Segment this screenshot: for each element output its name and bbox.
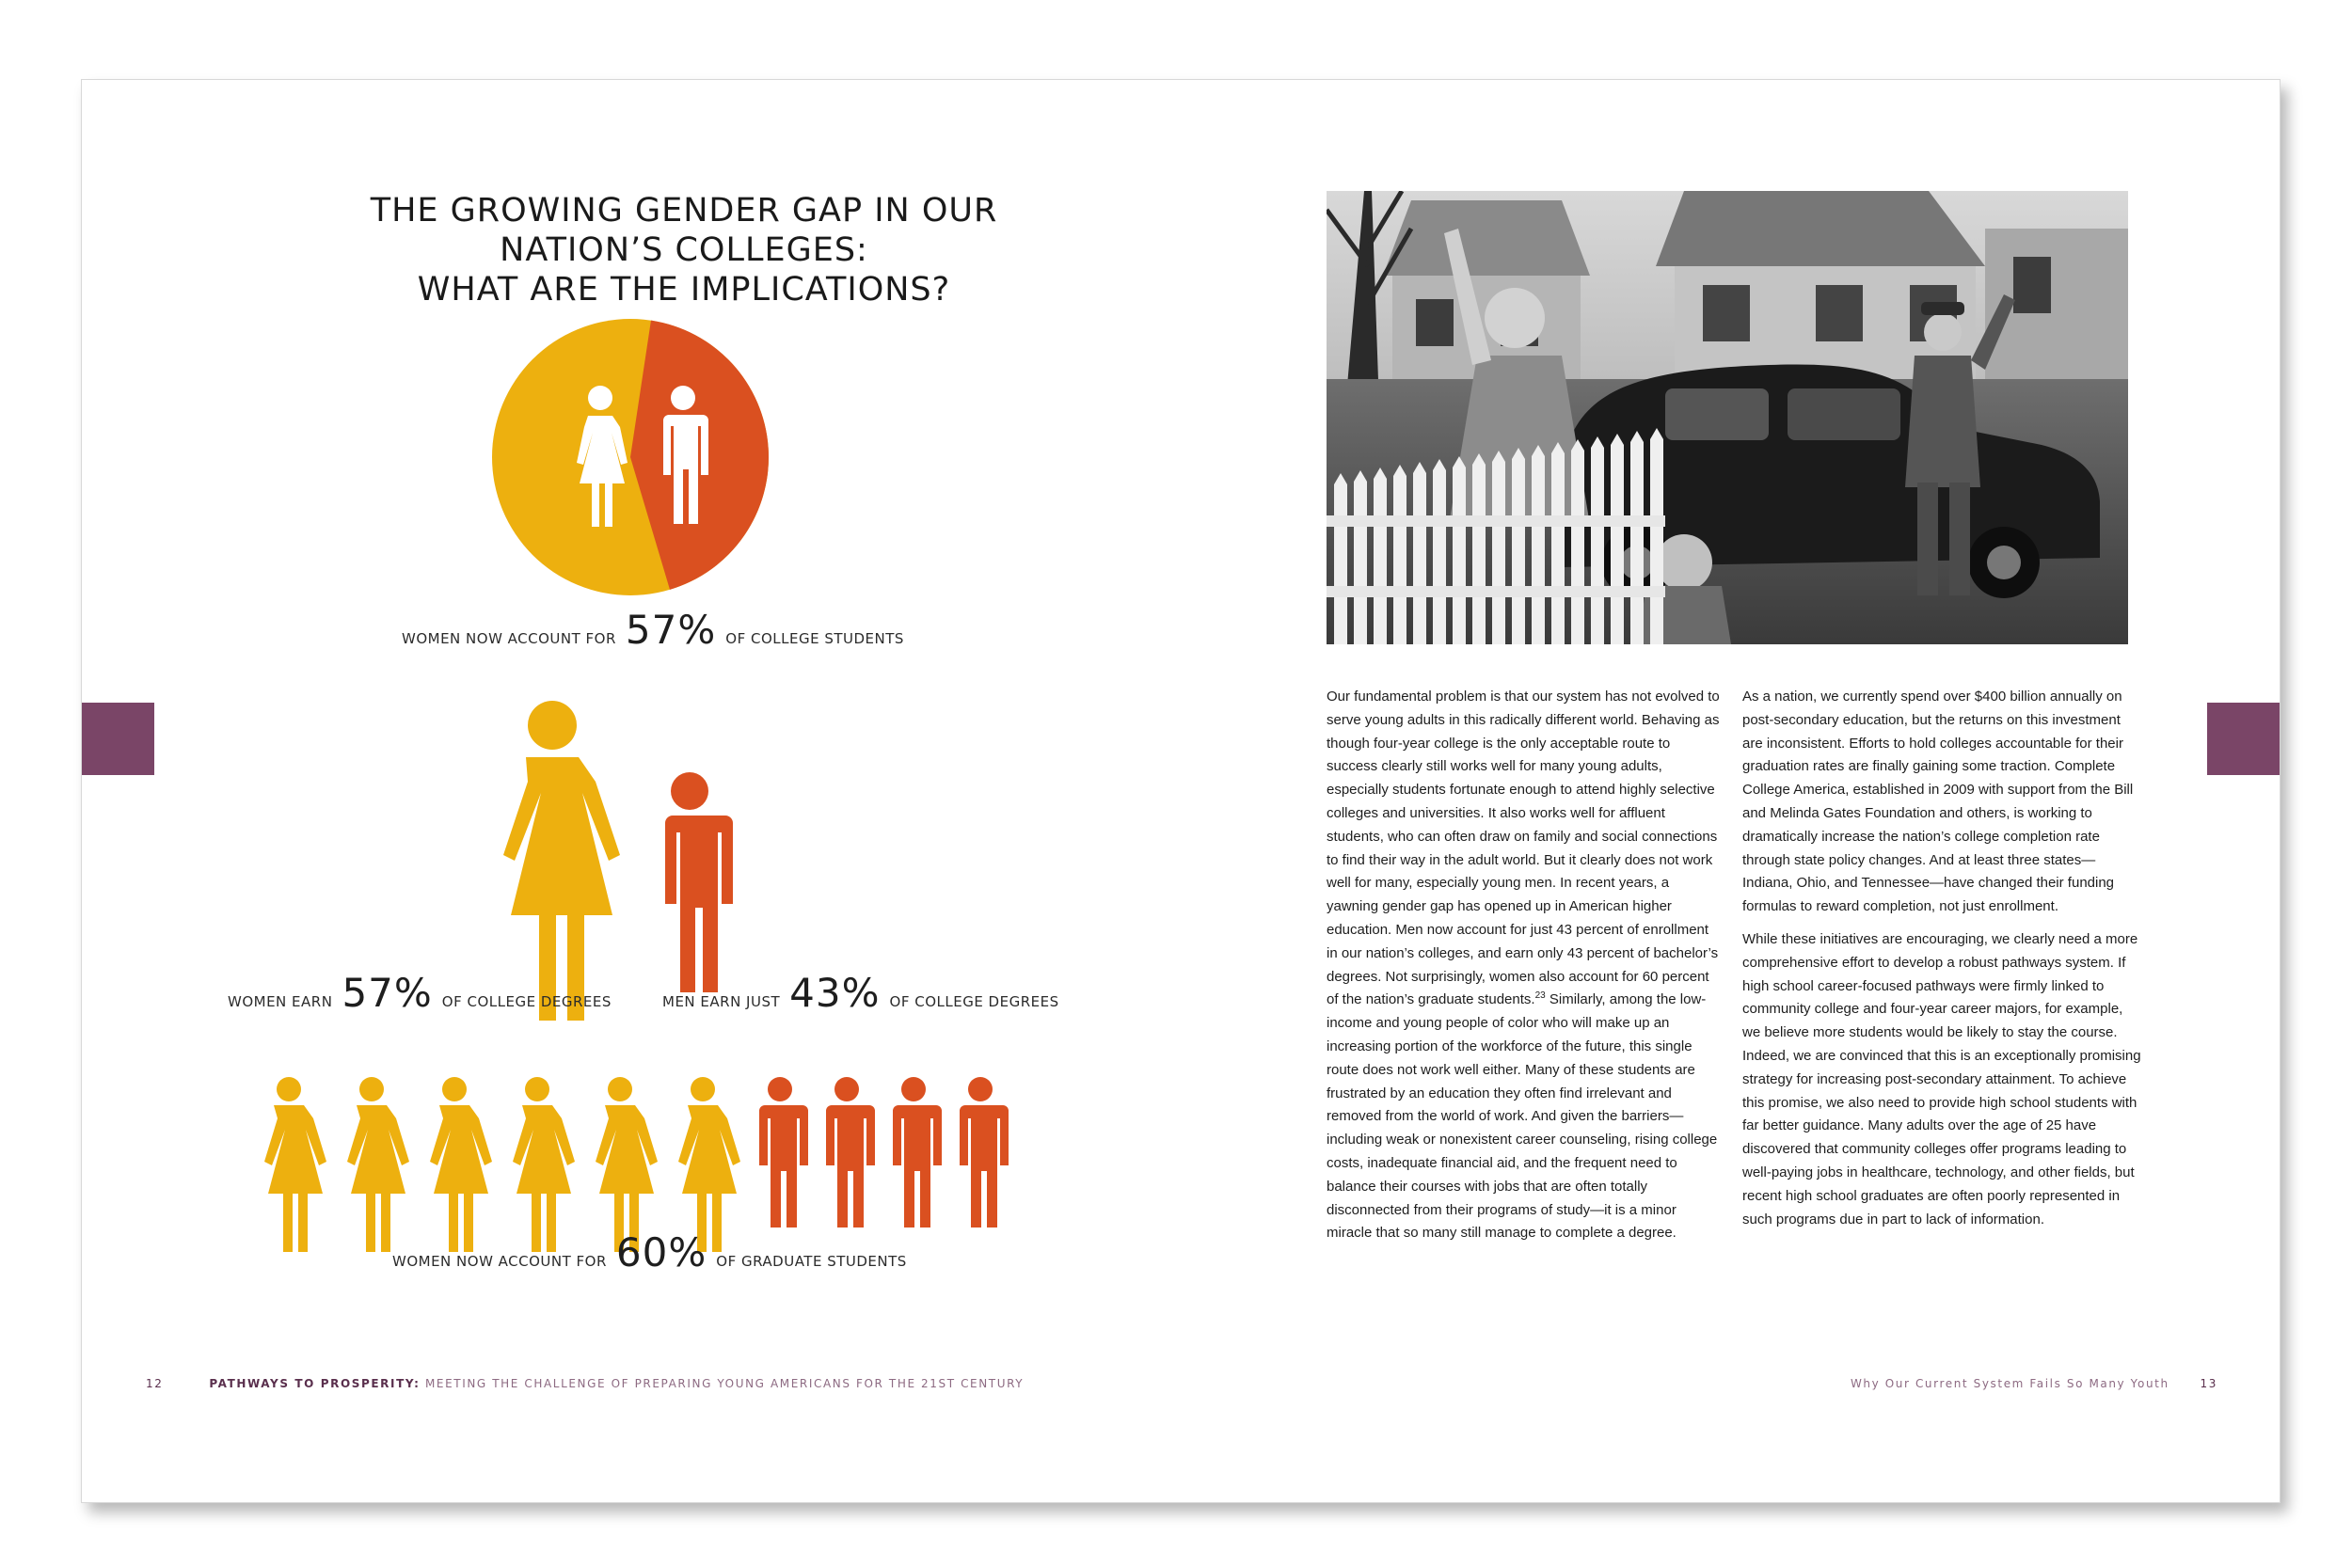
body-column-1 bbox=[1327, 686, 1722, 1255]
title-line-1: THE GROWING GENDER GAP IN OUR NATION’S COLLEGES: bbox=[370, 192, 998, 269]
stat-men-degrees bbox=[662, 970, 1059, 1016]
graduate-students-icon-row bbox=[251, 1077, 1079, 1227]
stat2-men-value: 43% bbox=[789, 970, 881, 1016]
man-icon bbox=[824, 1077, 875, 1227]
woman-icon bbox=[430, 1077, 492, 1252]
footer-series: PATHWAYS TO PROSPERITY: bbox=[209, 1377, 421, 1390]
stat3-pre: WOMEN NOW ACCOUNT FOR bbox=[392, 1253, 607, 1270]
woman-icon bbox=[513, 1077, 575, 1252]
man-icon bbox=[891, 1077, 942, 1227]
col1-text-b: Similarly, among the low-income and young people of color who will make up an increasing portion of the workforce of the future, this single route does not work well either. Many of these students are frustrated by an education they often find irrelevant and removed from the world of work. And given the barriers—including weak or nonexistent career counseling, rising college costs, inadequate financial aid, and the frequent need to balance their courses with jobs that are often totally disconnected from their programs of study—it is a minor miracle that so many still manage to complete a degree. bbox=[1327, 991, 1718, 1242]
col1-text-a: Our fundamental problem is that our system has not evolved to serve young adults in this radically different world. Behaving as though four-year college is the only acceptable route to success clearly still works well for many young adults, especially students fortunate enough to attend highly selective colleges and universities. It also works well for affluent students, who can often draw on family and social connections to find their way in the adult world. But it clearly does not work well for many, especially young men. In recent years, a yawning gender gap has opened up in American higher education. Men now account for just 43 percent of enrollment in our nation’s colleges, and earn only 43 percent of bachelor’s degrees. Not surprisingly, women also account for 60 percent of the nation’s graduate students. bbox=[1327, 689, 1720, 1008]
title-line-2: WHAT ARE THE IMPLICATIONS? bbox=[417, 271, 951, 309]
stat2-women-pre: WOMEN EARN bbox=[228, 993, 333, 1010]
stat1-value: 57% bbox=[625, 607, 717, 653]
body-column-2 bbox=[1742, 686, 2143, 1241]
col2-paragraph-2: While these initiatives are encouraging, we clearly need a more comprehensive effort to develop a robust pathways system. If high school career-focused pathways were firmly linked to community college and four-year career majors, for example, we believe more students would be likely to stay the course. Indeed, we are convinced that this is an exceptionally promising strategy for increasing post-secondary attainment. To achieve this promise, we also need to provide high school students with far better guidance. Many adults over the age of 25 have discovered that community colleges offer programs leading to well-paying jobs in healthcare, technology, and other fields, but recent high school graduates are often poorly represented in such programs due in part to lack of information. bbox=[1742, 930, 2141, 1227]
big-woman-figure bbox=[477, 701, 628, 992]
man-icon bbox=[958, 1077, 1009, 1227]
left-footer bbox=[146, 1377, 1024, 1390]
stat2-men-pre: MEN EARN JUST bbox=[662, 993, 781, 1010]
woman-icon bbox=[596, 1077, 658, 1252]
magazine-spread bbox=[81, 79, 2280, 1503]
college-students-pie bbox=[492, 319, 769, 595]
left-page-tab bbox=[82, 703, 154, 775]
stat3-post: OF GRADUATE STUDENTS bbox=[716, 1253, 907, 1270]
man-icon bbox=[757, 1077, 808, 1227]
right-footer bbox=[1851, 1377, 2217, 1390]
stat2-men-post: OF COLLEGE DEGREES bbox=[889, 993, 1059, 1010]
woman-icon bbox=[347, 1077, 409, 1252]
stat-college-students bbox=[402, 607, 904, 653]
page-title bbox=[298, 191, 1070, 309]
stat-graduate-students bbox=[392, 1229, 907, 1275]
right-page-tab bbox=[2207, 703, 2280, 775]
stat1-post: OF COLLEGE STUDENTS bbox=[725, 630, 904, 647]
stat3-value: 60% bbox=[615, 1229, 707, 1275]
stat2-women-post: OF COLLEGE DEGREES bbox=[441, 993, 612, 1010]
stat1-pre: WOMEN NOW ACCOUNT FOR bbox=[402, 630, 616, 647]
big-man-figure bbox=[646, 772, 733, 998]
vintage-photo bbox=[1327, 191, 2128, 644]
left-page-number: 12 bbox=[146, 1377, 164, 1390]
stat2-women-value: 57% bbox=[342, 970, 433, 1016]
footer-section-title: Why Our Current System Fails So Many Youth bbox=[1850, 1377, 2169, 1390]
right-page-number: 13 bbox=[2200, 1377, 2217, 1390]
woman-icon bbox=[678, 1077, 740, 1252]
col2-paragraph-1: As a nation, we currently spend over $400 billion annually on post-secondary education, but the returns on this investment are inconsistent. Efforts to hold colleges accountable for their graduation rates are finally gaining some traction. Complete College America, established in 2009 with support from the Bill and Melinda Gates Foundation and others, is working to dramatically increase the nation’s college completion rate through state policy changes. And at least three states—Indiana, Ohio, and Tennessee—have changed their funding formulas to reward completion, not just enrollment. bbox=[1742, 689, 2134, 915]
col1-paragraph bbox=[1327, 686, 1722, 1245]
footer-subtitle: MEETING THE CHALLENGE OF PREPARING YOUNG AMERICANS FOR THE 21ST CENTURY bbox=[424, 1377, 1025, 1390]
footnote-marker: 23 bbox=[1534, 990, 1546, 1002]
stat-women-degrees bbox=[228, 970, 612, 1016]
woman-icon bbox=[264, 1077, 326, 1252]
